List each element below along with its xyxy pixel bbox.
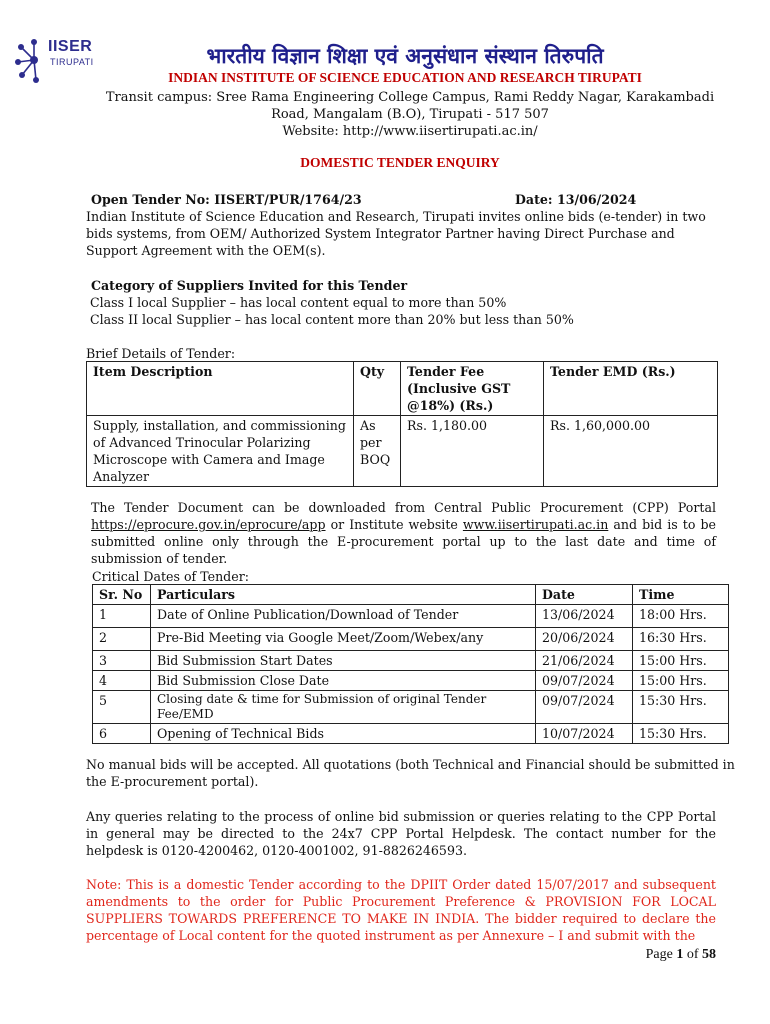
logo-name: IISER xyxy=(48,38,93,55)
table-row xyxy=(93,628,729,651)
header-time: Time xyxy=(633,585,729,605)
logo-subtitle: TIRUPATI xyxy=(50,57,94,67)
tender-details-table xyxy=(86,361,718,487)
download-text-1: The Tender Document can be downloaded from Central Public Procurement (CPP) Portal xyxy=(91,500,716,515)
tender-date: Date: 13/06/2024 xyxy=(515,192,637,207)
row-date: 09/07/2024 xyxy=(536,691,633,724)
website-line: Website: http://www.iisertirupati.ac.in/ xyxy=(282,124,538,139)
class-2-supplier: Class II local Supplier – has local content more than 20% but less than 50% xyxy=(90,312,574,327)
header-tender-fee: Tender Fee (Inclusive GST @18%) (Rs.) xyxy=(401,362,544,416)
table-row xyxy=(93,724,729,744)
table-header-row xyxy=(87,362,718,416)
category-heading: Category of Suppliers Invited for this Tender xyxy=(91,278,408,293)
row-date: 09/07/2024 xyxy=(536,671,633,691)
row-date: 13/06/2024 xyxy=(536,605,633,628)
row-particulars: Date of Online Publication/Download of Tender xyxy=(151,605,536,628)
address-block xyxy=(90,89,730,140)
queries-paragraph: Any queries relating to the process of online bid submission or queries relating to the CPP Portal in general may be directed to the 24x7 CPP Portal Helpdesk. The contact number for the helpdesk is 0120-4200462, 0120-4001002, 91-8826246593. xyxy=(86,809,716,858)
item-emd: Rs. 1,60,000.00 xyxy=(544,416,718,487)
page-word: Page xyxy=(645,947,673,962)
table-row xyxy=(93,671,729,691)
row-sr: 2 xyxy=(93,628,151,651)
row-particulars: Pre-Bid Meeting via Google Meet/Zoom/Webex/any xyxy=(151,628,536,651)
download-text-2: or Institute website xyxy=(330,517,458,532)
header-qty: Qty xyxy=(354,362,401,416)
intro-paragraph: Indian Institute of Science Education and Research, Tirupati invites online bids (e-tender) in two bids systems, from OEM/ Authorized System Integrator Partner having Direct Purchase and Support Agreement with the OEM(s). xyxy=(86,209,706,258)
row-sr: 1 xyxy=(93,605,151,628)
critical-dates-heading: Critical Dates of Tender: xyxy=(92,569,249,584)
download-paragraph xyxy=(91,499,716,567)
address-line-2: Road, Mangalam (B.O), Tirupati - 517 507 xyxy=(271,107,549,122)
document-title: DOMESTIC TENDER ENQUIRY xyxy=(300,155,500,170)
header-tender-emd: Tender EMD (Rs.) xyxy=(544,362,718,416)
brief-heading: Brief Details of Tender: xyxy=(86,346,236,361)
header-particulars: Particulars xyxy=(151,585,536,605)
row-sr: 6 xyxy=(93,724,151,744)
row-particulars: Closing date & time for Submission of original Tender Fee/EMD xyxy=(151,691,536,724)
address-line-1: Transit campus: Sree Rama Engineering College Campus, Rami Reddy Nagar, Karakambadi xyxy=(105,90,715,105)
row-sr: 4 xyxy=(93,671,151,691)
row-sr: 5 xyxy=(93,691,151,724)
row-time: 15:30 Hrs. xyxy=(633,691,729,724)
page-number: 1 xyxy=(676,947,684,962)
page-total: 58 xyxy=(702,947,716,962)
row-particulars: Opening of Technical Bids xyxy=(151,724,536,744)
item-fee: Rs. 1,180.00 xyxy=(401,416,544,487)
item-description: Supply, installation, and commissioning of Advanced Trinocular Polarizing Microscope with Camera and Image Analyzer xyxy=(87,416,354,487)
page-footer xyxy=(560,947,716,963)
table-row xyxy=(87,416,718,487)
header-date: Date xyxy=(536,585,633,605)
cpp-portal-link[interactable]: https://eprocure.gov.in/eprocure/app xyxy=(91,517,326,532)
table-row xyxy=(93,605,729,628)
row-particulars: Bid Submission Close Date xyxy=(151,671,536,691)
header-item-description: Item Description xyxy=(87,362,354,416)
row-particulars: Bid Submission Start Dates xyxy=(151,651,536,671)
item-qty: As per BOQ xyxy=(354,416,401,487)
row-date: 10/07/2024 xyxy=(536,724,633,744)
of-word: of xyxy=(686,947,699,962)
row-time: 15:00 Hrs. xyxy=(633,651,729,671)
institute-website-link[interactable]: www.iisertirupati.ac.in xyxy=(462,517,609,532)
table-row xyxy=(93,651,729,671)
class-1-supplier: Class I local Supplier – has local content equal to more than 50% xyxy=(90,295,507,310)
critical-dates-table xyxy=(92,584,729,744)
row-date: 20/06/2024 xyxy=(536,628,633,651)
table-row xyxy=(93,691,729,724)
institute-name: INDIAN INSTITUTE OF SCIENCE EDUCATION AND RESEARCH TIRUPATI xyxy=(168,70,642,85)
download-text-3: and bid is to be submitted online only through the E-procurement portal up to the last date and time of submission of tender. xyxy=(91,517,716,566)
row-time: 18:00 Hrs. xyxy=(633,605,729,628)
header-sr-no: Sr. No xyxy=(93,585,151,605)
manual-bids-note: No manual bids will be accepted. All quotations (both Technical and Financial should be submitted in the E-procurement portal). xyxy=(86,757,735,789)
row-time: 15:00 Hrs. xyxy=(633,671,729,691)
hindi-title: भारतीय विज्ञान शिक्षा एवं अनुसंधान संस्थान तिरुपति xyxy=(206,44,604,68)
row-time: 16:30 Hrs. xyxy=(633,628,729,651)
tender-number: Open Tender No: IISERT/PUR/1764/23 xyxy=(91,192,362,207)
row-sr: 3 xyxy=(93,651,151,671)
row-date: 21/06/2024 xyxy=(536,651,633,671)
dates-header-row xyxy=(93,585,729,605)
dpiit-note: Note: This is a domestic Tender according to the DPIIT Order dated 15/07/2017 and subsequent amendments to the order for Public Procurement Preference & PROVISION FOR LOCAL SUPPLIERS TOWARDS PREFERENCE TO MAKE IN INDIA. The bidder required to declare the percentage of Local content for the quoted instrument as per Annexure – I and submit with the xyxy=(86,877,716,943)
row-time: 15:30 Hrs. xyxy=(633,724,729,744)
